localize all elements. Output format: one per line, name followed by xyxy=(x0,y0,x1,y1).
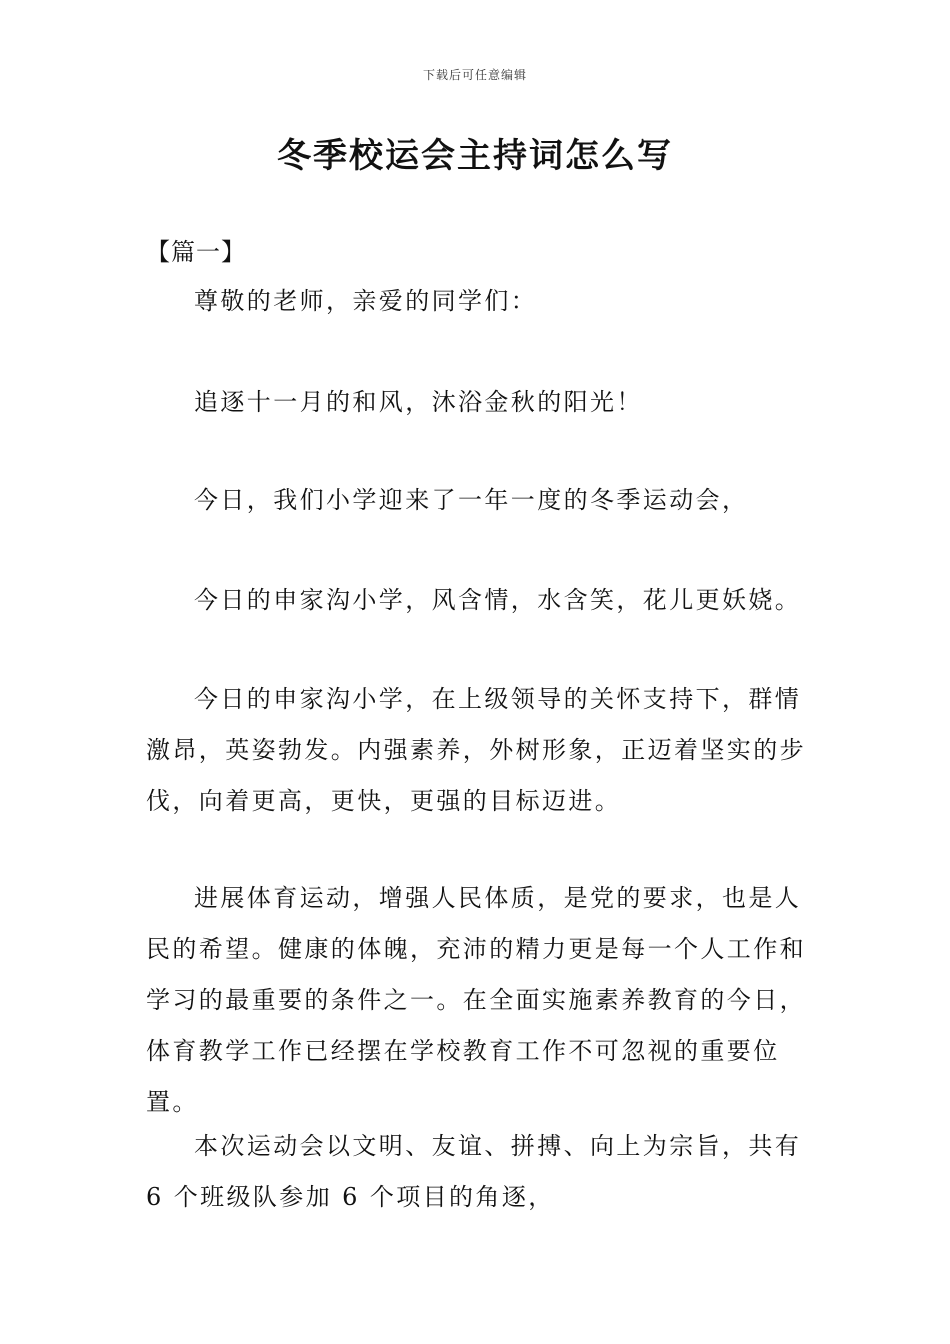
paragraph: 进展体育运动，增强人民体质，是党的要求，也是人民的希望。健康的体魄，充沛的精力更是每一个人工作和学习的最重要的条件之一。在全面实施素养教育的今日，体育教学工作已经摆在学校教育工作不可忽视的重要位置。 xyxy=(146,884,806,1116)
section-label: 【篇一】 xyxy=(146,238,246,266)
paragraph-greeting: 尊敬的老师，亲爱的同学们： xyxy=(194,287,538,315)
header-note: 下载后可任意编辑 xyxy=(422,68,527,82)
page-title: 冬季校运会主持词怎么写 xyxy=(277,136,673,176)
paragraph: 今日，我们小学迎来了一年一度的冬季运动会， xyxy=(194,486,749,514)
paragraph: 今日的申家沟小学，风含情，水含笑，花儿更妖娆。 xyxy=(194,586,802,614)
paragraph: 本次运动会以文明、友谊、拼搏、向上为宗旨，共有 6 个班级队参加 6 个项目的角逐， xyxy=(146,1132,802,1211)
paragraph: 今日的申家沟小学，在上级领导的关怀支持下，群情激昂，英姿勃发。内强素养，外树形象，正迈着坚实的步伐，向着更高，更快，更强的目标迈进。 xyxy=(146,685,806,815)
paragraph: 追逐十一月的和风，沐浴金秋的阳光！ xyxy=(194,388,643,416)
